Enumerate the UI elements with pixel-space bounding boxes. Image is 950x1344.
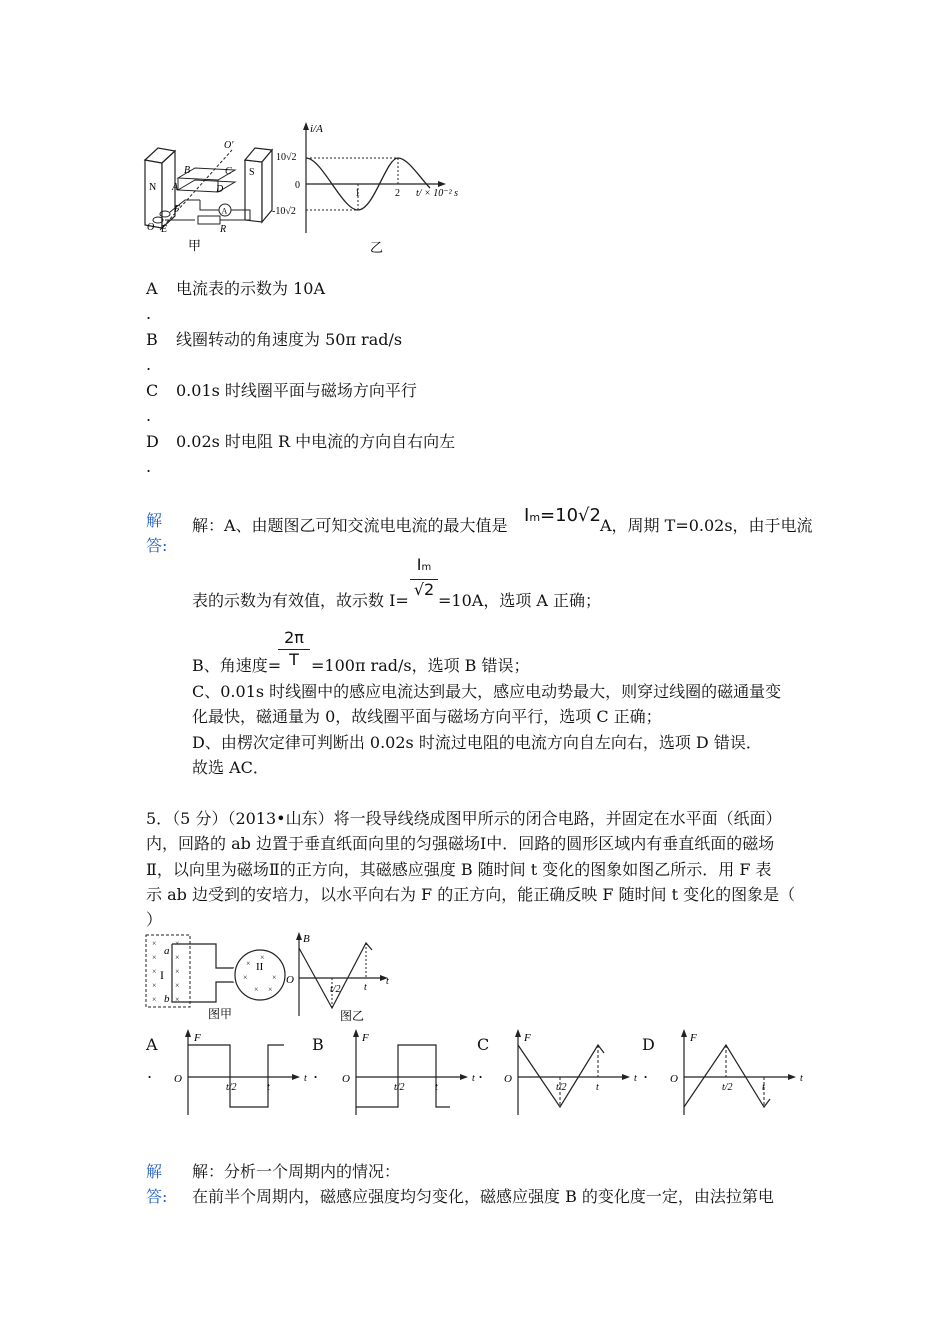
svg-text:×: × [152, 995, 157, 1004]
origin-label: O [504, 1073, 512, 1085]
generator-diagram-jia [140, 120, 280, 260]
option5-c-graph [500, 1025, 650, 1120]
y-tick-zero: 0 [295, 180, 300, 191]
frac2-num: 2π [278, 628, 310, 650]
solution4-line1b: A，周期 T=0.02s，由于电流 [600, 516, 813, 535]
solution4-line7: 故选 AC． [192, 758, 269, 777]
f-axis-label: F [690, 1032, 697, 1044]
y-axis-label: i/A [310, 123, 323, 135]
option-b-letter: B [146, 330, 158, 349]
solution4-line2b: =10A，选项 A 正确； [438, 591, 602, 610]
origin-label: O [342, 1073, 350, 1085]
svg-text:×: × [152, 967, 157, 976]
option-c-text: 0.01s 时线圈平面与磁场方向平行 [176, 381, 417, 400]
x-axis-label: t/ × 10⁻² s [416, 188, 458, 199]
fraction-effective [410, 555, 438, 600]
t-label: t [435, 1082, 438, 1093]
magnet-n-label: N [149, 182, 157, 193]
question5-line3: Ⅱ，以向里为磁场Ⅱ的正方向，其磁感应强度 B 随时间 t 变化的图象如图乙所示．用 F 表 [146, 860, 772, 879]
svg-text:×: × [260, 953, 265, 962]
origin-label: O [670, 1073, 678, 1085]
frac-num-sub: m [421, 562, 432, 573]
option5-c-letter: C [477, 1035, 490, 1054]
x-tick-2: 2 [395, 188, 400, 199]
solution4-line3b: =100π rad/s，选项 B 错误； [311, 656, 530, 675]
option-a-letter: A [146, 279, 158, 298]
solution4-line1a: 解：A、由题图乙可知交流电电流的最大值是 [192, 516, 508, 535]
f-axis-label: F [194, 1032, 201, 1044]
svg-text:×: × [175, 995, 180, 1004]
svg-text:×: × [152, 939, 157, 948]
im-value: =10√2 [540, 505, 601, 526]
t-half-label: t/2 [226, 1082, 237, 1093]
t-label: t [364, 982, 367, 993]
current-graph-yi [270, 118, 470, 258]
brush-label-f: F [174, 204, 181, 215]
option-a-dot: . [146, 304, 152, 323]
field-graph-yi [284, 928, 394, 1023]
t-half-label: t/2 [330, 984, 341, 995]
option-c-dot: . [146, 406, 152, 425]
solution5-label-1: 解 [146, 1162, 163, 1181]
t-axis-label: t [634, 1073, 637, 1084]
option-a-text: 电流表的示数为 10A [176, 279, 326, 298]
t-axis-label: t [386, 976, 389, 987]
option-c-letter: C [146, 381, 159, 400]
option5-b-dot: . [313, 1063, 319, 1082]
t-label: t [267, 1082, 270, 1093]
ammeter-label: A [221, 206, 228, 216]
svg-text:×: × [246, 959, 251, 968]
svg-text:×: × [268, 985, 273, 994]
option-d-letter: D [146, 432, 159, 451]
coil-label-b: B [184, 165, 191, 176]
y-tick-bottom: -10√2 [272, 206, 296, 217]
option5-d-dot: . [643, 1063, 649, 1082]
svg-text:×: × [152, 981, 157, 990]
t-label: t [762, 1082, 765, 1093]
axis-label-o: O [147, 222, 155, 233]
question5-line4: 示 ab 边受到的安培力，以水平向右为 F 的正方向，能正确反映 F 随时间 t 变化的图象是（ [146, 885, 796, 904]
t-half-label: t/2 [556, 1082, 567, 1093]
t-axis-label: t [800, 1073, 803, 1084]
svg-text:×: × [175, 953, 180, 962]
solution4-line3a: B、角速度= [192, 656, 282, 675]
frac-den: √2 [413, 580, 435, 599]
option5-b-graph [336, 1025, 486, 1120]
svg-text:×: × [254, 985, 259, 994]
f-axis-label: F [524, 1032, 531, 1044]
svg-text:×: × [272, 973, 277, 982]
svg-text:×: × [152, 953, 157, 962]
solution-label-2: 答: [146, 536, 168, 555]
option-b-text: 线圈转动的角速度为 50π rad/s [176, 330, 403, 349]
svg-text:×: × [175, 967, 180, 976]
resistor-label-r: R [220, 224, 227, 235]
coil-label-c: C [225, 166, 232, 177]
x-tick-1: 1 [355, 188, 360, 199]
y-tick-top: 10√2 [276, 152, 297, 163]
option5-a-graph [168, 1025, 318, 1120]
b-axis-label: B [303, 933, 310, 945]
frac-num: I [416, 555, 422, 574]
solution4-line2a: 表的示数为有效值，故示数 I= [192, 591, 409, 610]
coil-label-d: D [216, 184, 224, 195]
t-half-label: t/2 [722, 1082, 733, 1093]
option-b-dot: . [146, 355, 152, 374]
field-ii-label: II [256, 961, 264, 973]
option-d-text: 0.02s 时电阻 R 中电流的方向自右向左 [176, 432, 456, 451]
option5-b-letter: B [312, 1035, 324, 1054]
im-subscript: m [529, 511, 541, 524]
field-i-label: I [160, 968, 164, 982]
option5-d-graph [666, 1025, 816, 1120]
axis-label-o-prime: O' [224, 140, 234, 151]
option5-a-letter: A [146, 1035, 158, 1054]
circuit-diagram-jia [142, 930, 292, 1020]
figure-caption-yi: 乙 [370, 240, 384, 255]
origin-label: O [286, 974, 294, 986]
solution4-line5: 化最快，磁通量为 0，故线圈平面与磁场方向平行，选项 C 正确； [192, 707, 662, 726]
figure-caption-tujia: 图甲 [208, 1007, 233, 1020]
solution-label-1: 解 [146, 511, 163, 530]
solution5-line2: 在前半个周期内，磁感应强度均匀变化，磁感应强度 B 的变化度一定，由法拉第电 [192, 1187, 774, 1206]
option5-c-dot: . [478, 1063, 484, 1082]
brush-label-e: E [161, 224, 168, 235]
question5-line1: 5．（5 分）（2013•山东）将一段导线绕成图甲所示的闭合电路，并固定在水平面（纸面） [146, 809, 782, 828]
option5-d-letter: D [642, 1035, 655, 1054]
option-d-dot: . [146, 457, 152, 476]
svg-text:×: × [175, 939, 180, 948]
question5-line5: ） [146, 910, 163, 929]
t-label: t [596, 1082, 599, 1093]
point-b-label: b [164, 993, 170, 1005]
figure-caption-jia: 甲 [188, 238, 202, 253]
f-axis-label: F [362, 1032, 369, 1044]
solution4-line6: D、由楞次定律可判断出 0.02s 时流过电阻的电流方向自左向右，选项 D 错误． [192, 733, 762, 752]
formula-im-max [524, 505, 601, 526]
coil-label-a: A [172, 182, 179, 193]
point-a-label: a [164, 945, 170, 957]
solution4-line4: C、0.01s 时线圈中的感应电流达到最大，感应电动势最大，则穿过线圈的磁通量变 [192, 682, 782, 701]
t-half-label: t/2 [394, 1082, 405, 1093]
solution5-line1: 解：分析一个周期内的情况： [192, 1162, 401, 1181]
magnet-s-label: S [249, 167, 255, 178]
question5-line2: 内，回路的 ab 边置于垂直纸面向里的匀强磁场Ⅰ中．回路的圆形区域内有垂直纸面的磁场 [146, 834, 775, 853]
t-axis-label: t [304, 1073, 307, 1084]
im-symbol: I [524, 505, 530, 526]
svg-text:×: × [243, 973, 248, 982]
svg-text:×: × [175, 981, 180, 990]
option5-a-dot: . [147, 1063, 153, 1082]
origin-label: O [174, 1073, 182, 1085]
solution5-label-2: 答: [146, 1187, 168, 1206]
figure-caption-tuyi: 图乙 [340, 1009, 365, 1023]
fraction-angular [278, 628, 310, 670]
frac2-den: T [289, 650, 299, 669]
t-axis-label: t [472, 1073, 475, 1084]
